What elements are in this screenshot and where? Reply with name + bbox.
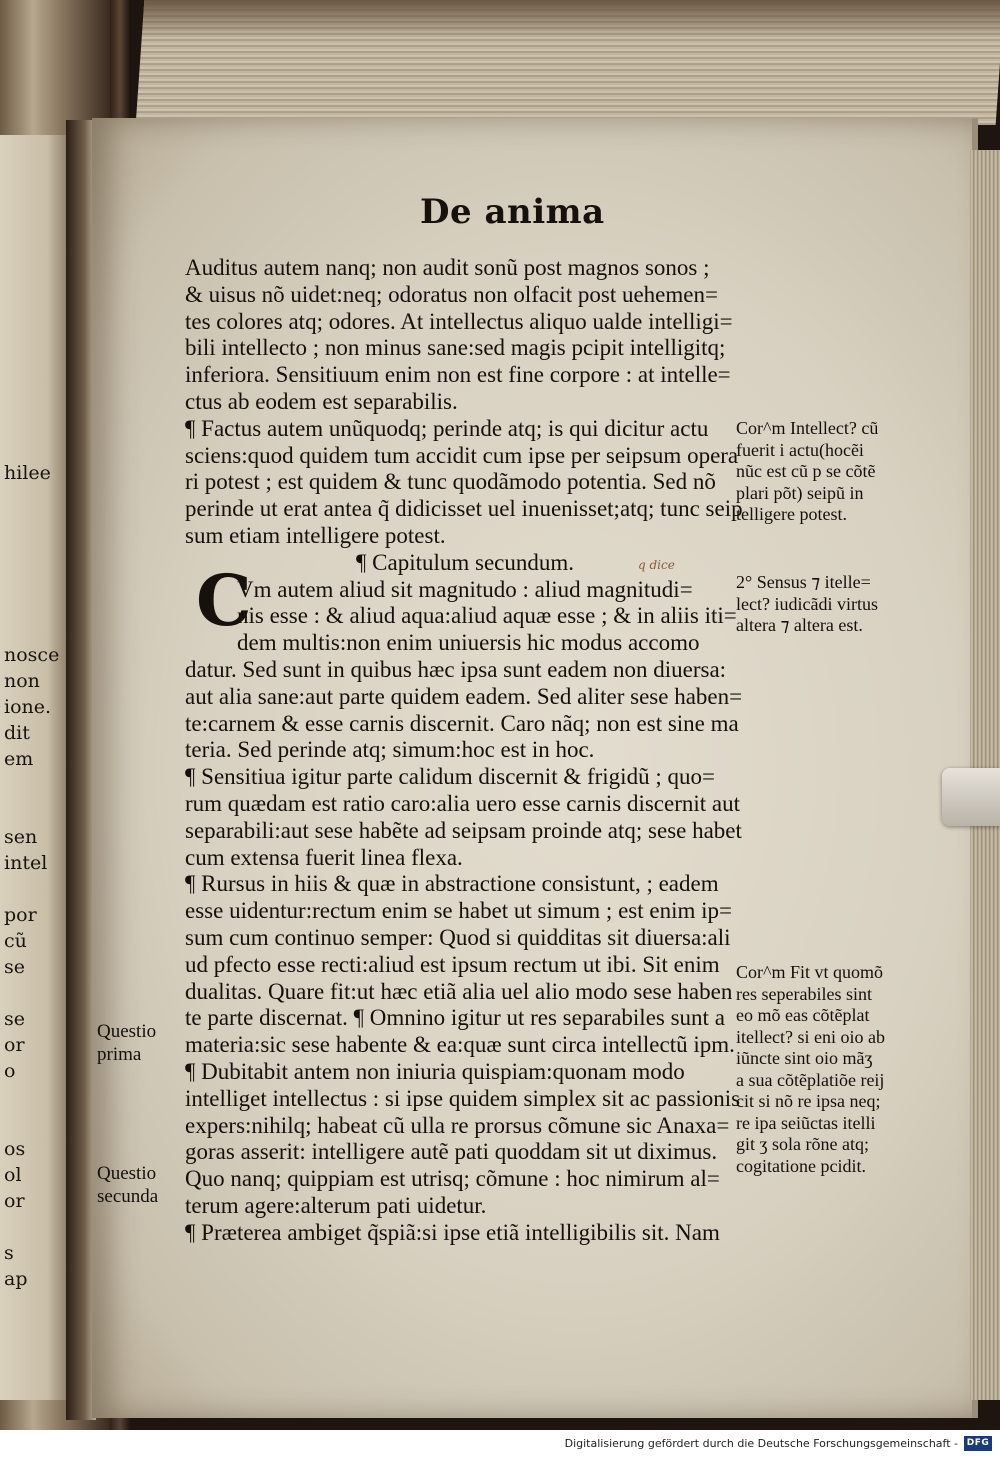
left-page-fragment: ap — [4, 1268, 28, 1290]
chapter-title: ¶ Capitulum secundum. — [355, 549, 575, 575]
left-page-fragment — [4, 772, 64, 798]
text-line: ¶ Factus autem unũquodq; perinde atq; is qui dicitur actu — [185, 415, 709, 441]
left-page-fragment: hilee — [4, 462, 51, 484]
margin-note-line: iũncte sint oio mãʒ — [736, 1048, 873, 1068]
text-line: sciens:quod quidem tum accidit cum ipse per seipsum opera — [185, 442, 739, 468]
question-label-line: Questio — [97, 1021, 157, 1042]
text-line: ri potest ; est quidem & tunc quodãmodo potentia. Sed nõ — [185, 469, 716, 495]
left-page-fragment — [4, 616, 64, 642]
question-label — [97, 1020, 177, 1066]
text-line: rum quædam est ratio caro:alia uero esse carnis discernit aut — [185, 790, 740, 816]
margin-annotation: q dice — [638, 558, 675, 572]
text-line: teria. Sed perinde atq; simum:hoc est in hoc. — [185, 737, 595, 763]
left-page-text-fragments — [4, 460, 64, 1292]
text-line: ¶ Præterea ambiget q̃spiã:si ipse etiã intelligibilis sit. Nam — [185, 1219, 720, 1245]
left-page-fragment: ione. — [4, 696, 52, 718]
text-line: dem multis:non enim uniuersis hic modus accomo — [237, 630, 700, 656]
page-heading: De anima — [420, 192, 605, 232]
text-line: intelliget intellectus : si ipse quidem simplex sit ac passionis — [185, 1085, 741, 1111]
left-page-fragment — [4, 1110, 64, 1136]
margin-note-line: Cor^m Fit vt quomõ — [736, 962, 883, 982]
margin-note — [736, 572, 936, 637]
question-label-line: Questio — [97, 1163, 157, 1184]
left-page-fragment — [4, 538, 64, 564]
margin-note-line: eo mõ eas cõtẽplat — [736, 1005, 870, 1025]
text-line: datur. Sed sunt in quibus hæc ipsa sunt eadem non diuersa: — [185, 656, 727, 682]
margin-note — [736, 418, 936, 526]
text-line: & uisus nõ uidet:neq; odoratus non olfacit post uehemen= — [185, 281, 718, 307]
text-line: goras asserit: intelligere autẽ pati quoddam sit ut diximus. — [185, 1139, 718, 1165]
text-line: terum agere:alterum pati uidetur. — [185, 1192, 487, 1218]
text-line: bili intellecto ; non minus sane:sed magis pcipit intelligitq; — [185, 335, 726, 361]
left-page-fragment — [4, 980, 64, 1006]
margin-note — [736, 962, 936, 1177]
question-label — [97, 1162, 177, 1208]
text-line: Vm autem aliud sit magnitudo : aliud magnitudi= — [237, 576, 693, 602]
left-page-fragment: os — [4, 1138, 26, 1160]
text-line: ctus ab eodem est separabilis. — [185, 388, 458, 414]
text-line: nis esse : & aliud aqua:aliud aquæ esse ; & in aliis iti= — [237, 603, 737, 629]
left-page-fragment: intel — [4, 852, 48, 874]
left-page-fragment: non — [4, 670, 40, 692]
question-label-line: prima — [97, 1044, 142, 1065]
left-page-fragment — [4, 876, 64, 902]
text-line: perinde ut erat antea q̃ didicisset uel inuenisset;atq; tunc seip — [185, 496, 743, 522]
page-tab-marker — [942, 768, 1000, 826]
margin-note-line: plari põt) seipũ in — [736, 482, 864, 503]
margin-note-line: a sua cõtẽplatiõe reij — [736, 1069, 885, 1090]
digitization-footer — [0, 1430, 1000, 1459]
left-page-fragment: ol — [4, 1164, 22, 1186]
margin-note-line: Cor^m Intellect? cũ — [736, 418, 879, 438]
margin-note-line: git ʒ sola rõne atq; — [736, 1134, 869, 1154]
text-line: te:carnem & esse carnis discernit. Caro nãq; non est sine ma — [185, 710, 739, 736]
left-page-fragment: o — [4, 1060, 16, 1082]
text-line: Quo nanq; quippiam est utrisq; cõmune : hoc nimirum al= — [185, 1166, 720, 1192]
text-line: materia:sic sese habente & ea:quæ sunt circa intellectũ ipm. — [185, 1032, 735, 1058]
left-page-fragment: or — [4, 1034, 25, 1056]
margin-note-line: 2° Sensus ⁊ itelle= — [736, 572, 871, 592]
left-page-fragment — [4, 512, 64, 538]
left-page-fragment — [4, 486, 64, 512]
margin-note-line: altera ⁊ altera est. — [736, 615, 863, 635]
main-text-block — [185, 255, 745, 1246]
left-page-fragment — [4, 564, 64, 590]
text-line: ¶ Sensitiua igitur parte calidum discernit & frigidũ ; quo= — [185, 764, 715, 790]
text-line: Auditus autem nanq; non audit sonũ post magnos sonos ; — [185, 255, 710, 280]
text-line: sum etiam intelligere potest. — [185, 522, 446, 548]
left-page-fragment: sen — [4, 826, 38, 848]
margin-note-line: re ipa seiũctas itelli — [736, 1112, 876, 1133]
text-line: dualitas. Quare fit:ut hæc etiã alia uel alio modo sese haben — [185, 978, 733, 1004]
text-line: sum cum continuo semper: Quod si quidditas sit diuersa:ali — [185, 924, 731, 950]
margin-note-line: itellect? si eni oio ab — [736, 1026, 885, 1047]
left-page-fragment: nosce — [4, 644, 60, 666]
text-line: tes colores atq; odores. At intellectus aliquo ualde intelligi= — [185, 308, 733, 334]
drop-cap-initial: C — [196, 559, 252, 642]
left-page-fragment — [4, 1214, 64, 1240]
margin-note-line: fuerit i actu(hocẽi — [736, 439, 864, 460]
text-line: expers:nihilq; habeat cũ ulla re prorsus cõmune sic Anaxa= — [185, 1112, 730, 1138]
text-line: ¶ Dubitabit antem non iniuria quispiam:quonam modo — [185, 1058, 685, 1084]
left-facing-page — [0, 135, 68, 1400]
text-line: esse uidentur:rectum enim se habet ut simum ; est enim ip= — [185, 898, 732, 924]
left-page-fragment: em — [4, 748, 34, 770]
margin-note-line: nũc est cũ p se cõtẽ — [736, 461, 876, 481]
dfg-logo: DFG — [964, 1436, 992, 1451]
left-page-fragment: se — [4, 956, 25, 978]
left-page-fragment: or — [4, 1190, 25, 1212]
page-stack-top-edge — [136, 0, 1000, 125]
margin-note-line: cogitatione pcidit. — [736, 1155, 866, 1176]
margin-note-line: lect? iudicãdi virtus — [736, 593, 878, 614]
left-page-fragment: se — [4, 1008, 25, 1030]
text-line: ¶ Rursus in hiis & quæ in abstractione consistunt, ; eadem — [185, 871, 719, 897]
footer-credit: Digitalisierung gefördert durch die Deutsche Forschungsgemeinschaft - — [564, 1437, 958, 1450]
left-page-fragment: s — [4, 1242, 14, 1264]
text-line: aut alia sane:aut parte quidem eadem. Sed aliter sese haben= — [185, 683, 743, 709]
text-line: ud pfecto esse recti:aliud est ipsum rectum ut ibi. Sit enim — [185, 951, 720, 977]
text-line: separabili:aut sese habẽte ad seipsam proinde atq; sese habet — [185, 817, 742, 843]
left-page-fragment: cũ — [4, 930, 27, 952]
margin-note-line: res seperabiles sint — [736, 983, 872, 1004]
left-page-fragment: por — [4, 904, 37, 926]
margin-note-line: telligere potest. — [736, 504, 847, 524]
left-page-fragment — [4, 1084, 64, 1110]
question-label-line: secunda — [97, 1186, 159, 1207]
left-page-fragment — [4, 590, 64, 616]
margin-note-line: cit si nõ re ipsa neq; — [736, 1091, 881, 1111]
left-page-fragment — [4, 798, 64, 824]
text-line: cum extensa fuerit linea flexa. — [185, 844, 463, 870]
text-line: inferiora. Sensitiuum enim non est fine corpore : at intelle= — [185, 362, 731, 388]
left-page-fragment: dit — [4, 722, 30, 744]
text-line: te parte discernat. ¶ Omnino igitur ut res separabiles sunt a — [185, 1005, 725, 1031]
